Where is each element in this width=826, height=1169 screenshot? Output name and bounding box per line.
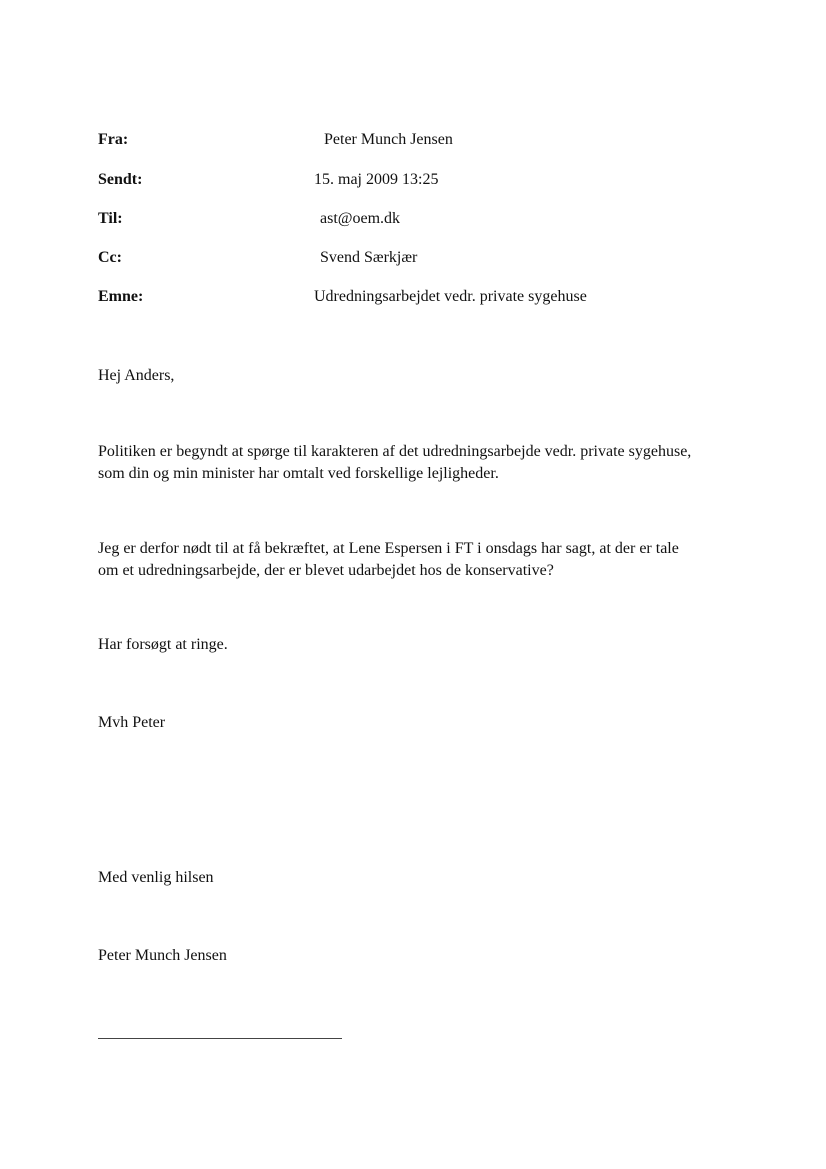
header-row-subject <box>98 286 748 308</box>
paragraph-1 <box>98 441 738 485</box>
header-row-from <box>98 129 748 151</box>
signature-name: Peter Munch Jensen <box>98 947 227 964</box>
signoff: Mvh Peter <box>98 714 166 731</box>
paragraph-2-line-2: om et udredningsarbejde, der er blevet udarbejdet hos de konservative? <box>98 562 554 579</box>
from-value: Peter Munch Jensen <box>324 131 453 148</box>
greeting: Hej Anders, <box>98 367 175 384</box>
paragraph-2 <box>98 538 738 582</box>
footnote-divider <box>98 1038 342 1039</box>
cc-value: Svend Særkjær <box>320 249 418 266</box>
sent-value: 15. maj 2009 13:25 <box>314 171 439 188</box>
paragraph-3: Har forsøgt at ringe. <box>98 636 228 653</box>
header-row-cc <box>98 247 748 269</box>
to-label: Til: <box>98 210 123 227</box>
to-value: ast@oem.dk <box>320 210 401 227</box>
subject-label: Emne: <box>98 288 144 305</box>
cc-label: Cc: <box>98 249 122 266</box>
sent-label: Sendt: <box>98 171 143 188</box>
header-row-sent <box>98 169 748 191</box>
paragraph-1-line-2: som din og min minister har omtalt ved forskellige lejligheder. <box>98 465 499 482</box>
paragraph-1-line-1: Politiken er begyndt at spørge til karakteren af det udredningsarbejde vedr. private sygehuse, <box>98 443 692 460</box>
from-label: Fra: <box>98 131 129 148</box>
header-row-to <box>98 208 748 230</box>
subject-value: Udredningsarbejdet vedr. private sygehuse <box>314 288 587 305</box>
closing: Med venlig hilsen <box>98 869 214 886</box>
paragraph-2-line-1: Jeg er derfor nødt til at få bekræftet, at Lene Espersen i FT i onsdags har sagt, at der er tale <box>98 540 679 557</box>
